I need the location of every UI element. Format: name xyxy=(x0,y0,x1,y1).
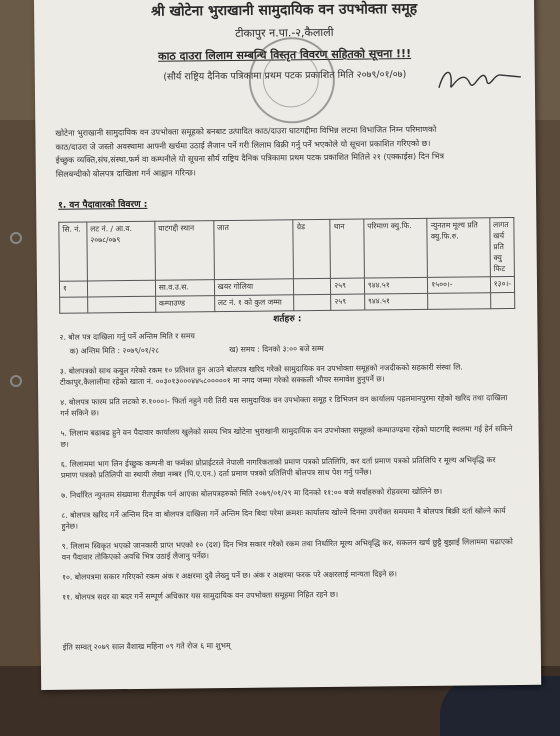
table-cell xyxy=(87,281,155,298)
condition-item: २. बोल पत्र दाखिला गर्नु पर्ने अन्तिम मिति र समय xyxy=(59,331,195,342)
condition-item: ८. बोलपत्र खरिद गर्ने अन्तिम दिन वा बोलपत्र दाखिला गर्ने अन्तिम दिन बिदा परेमा क्रमशः कार्यालय खोल्ने दिनमा उपरोक्त समयमा नै बोलपत्र बिक्री दर्ता खोल्ने कार्य हुनेछ। xyxy=(61,506,506,531)
deadline-row xyxy=(70,341,512,357)
condition-item: ११. बोलपत्र सदर वा बदर गर्ने सम्पूर्ण अधिकार यस सामुदायिक वन उपभोक्ता समूहमा निहित रहने छ। xyxy=(62,589,339,602)
section-title: १. वन पैदावारको विवरण : xyxy=(58,199,148,211)
condition-item: ६. लिलाममा भाग लिन ईच्छुक कम्पनी वा फर्मका प्रोप्राईटरले नेपाली नागरिकताको प्रमाण पत्रको प्रतिलिपि, कर दर्ता प्रमाण पत्रको प्रतिलिपि र मूल्य अभिवृद्धि कर प्रमाण पत्रको प्रतिलिपी वा स्थायी लेखा नम्बर (पि.ए.एन.) दर्ता प्रमाण पत्रको प्रतिलिपी बोलपत्र साथ पेश गर्नु पर्नेछ। xyxy=(60,455,496,480)
table-cell: १३०।- xyxy=(490,277,514,293)
forest-products-table xyxy=(58,217,515,314)
col-location: घाटगद्दी स्थान xyxy=(155,221,214,281)
document-title: श्री खोटेना भुराखानी सामुदायिक वन उपभोक्ता समूह xyxy=(151,0,418,20)
condition-item: १०. बोलपत्रमा सकार गरिएको रकम अंक र अक्षरमा दुवै लेख्नु पर्ने छ। अंक र अक्षरमा फरक परे अक्षरलाई मान्यता दिइने छ। xyxy=(61,569,398,582)
intro-line: सिलबन्दीको बोलपत्र दाखिला गर्न आह्वान गरिन्छ। xyxy=(55,168,196,179)
office-seal xyxy=(248,37,335,124)
table-cell: १५००।- xyxy=(428,277,491,294)
intro-text xyxy=(55,123,508,182)
table-cell: कम्पाउण्ड xyxy=(155,296,214,312)
table-cell: २५९ xyxy=(331,278,365,294)
col-sn: सि. नं. xyxy=(59,222,87,282)
col-pieces: थान xyxy=(330,219,364,279)
condition-item: ४. बोलपत्र फारम प्रति लटको रु.१०००।- फिर्ता नहुने गरी तिरी यस सामुदायिक वन उपभोक्ता समूह र डिभिजन वन कार्यालय पहलमानपुरमा रहेको खरिद तथा दाखिला गर्न सकिने छ। xyxy=(60,393,508,418)
table-cell xyxy=(60,297,88,313)
intro-line: काठ/दाउरा जे जस्तो अवस्थामा आफ्नी खर्चमा उठाई लैजान पर्ने गरी लिलाम बिक्री गर्नु पर्ने भएकोले यो सूचना प्रकाशित गरिएको छ। xyxy=(55,138,431,152)
document-location: टीकापुर न.पा.-२,कैलाली xyxy=(235,25,334,40)
table-cell: ९४४.५१ xyxy=(364,278,428,295)
condition-item: ५. लिलाम बढाबढ हुने वन पैदावार कार्यालय खुलेको समय भित्र खोटेना भुराखानी सामुदायिक वन उपभोक्ता समूहको कम्पाउण्डमा रहेको घाटगद्दि स्थलमा गई हेर्न सकिने छ। xyxy=(60,424,513,449)
table-cell xyxy=(428,293,491,310)
binder-hole xyxy=(10,232,22,244)
col-grade: ग्रेड xyxy=(293,219,330,279)
col-lot: लट नं. / आ.व. २०७८/०७९ xyxy=(87,221,156,281)
table-cell: सा.व.उ.स. xyxy=(155,280,214,296)
col-quantity: परिमाण क्यु.फि. xyxy=(364,218,428,278)
table-cell: ९४४.५१ xyxy=(364,294,428,311)
table-cell xyxy=(490,293,514,309)
table-cell: १ xyxy=(59,281,87,297)
publication-note: (सौर्य राष्ट्रिय दैनिक पत्रिकामा प्रथम पटक प्रकाशित मिति २०७९/०१/०७) xyxy=(163,69,407,83)
table-row xyxy=(60,293,515,314)
intro-line: ईच्छुक व्यक्ति,संघ,संस्था,फर्म वा कम्पनीले यो सूचना सौर्य राष्ट्रिय दैनिक पत्रिकामा प्रथम पटक प्रकाशित मितिले २१ (एक्काईस) दिन भित्र xyxy=(55,151,445,165)
condition-item: ३. बोलपत्रको साथ कबुल गरेको रकम १० प्रतिशत हुन आउने बोलपत्र खरिद गरेको सामुदायिक वन उपभोक्ता समूहको नजदीकको सहकारी संस्था लि. टीकापुर,कैलालीमा रहेको खाता नं. ००३०१३०००४४५८०००००१ मा नगद जम्मा गरेको सक्कली भौचर समावेश हुनुपर्ने छ। xyxy=(59,362,463,387)
table-cell: लट नं. १ को कुल जम्मा xyxy=(214,295,294,312)
table-cell xyxy=(294,295,331,311)
col-min-price: न्युनतम मूल्य प्रति क्यु.फि.रु. xyxy=(427,218,490,278)
condition-item: ९. लिलाम स्विकृत भएको जानकारी प्राप्त भएको १० (दश) दिन भित्र सकार गरेको रकम तथा निर्धारित मूल्य अभिवृद्धि कर, सकलन खर्च छुट्टै बुझाई लिलाममा चढाएको वन पैदावार तोकिएको अवधि भित्र उठाई लैजानु पर्नेछ। xyxy=(61,537,513,562)
deadline-time: ख) समय : दिनको ३:०० बजे सम्म xyxy=(229,343,324,354)
signature xyxy=(435,63,525,98)
conditions-title: शर्तहरु : xyxy=(273,314,302,325)
table-cell xyxy=(87,296,155,313)
table-header-row xyxy=(59,217,515,281)
binder-hole xyxy=(10,375,22,387)
notice-document xyxy=(34,0,541,690)
document-footer: ईति सम्वत् २०७९ साल वैशाख महिना ०९ गते रोज ६ मा शुभम् xyxy=(62,640,231,652)
conditions-list xyxy=(59,327,514,612)
condition-item: ७. निर्धारित न्युनतम संख्यामा रीतपूर्वक पर्न आएका बोलपत्रहरुको मिति २०७९/०१/२९ मा दिनको ११:०० बजे सर्वाहरुको रोहवरमा खोलिने छ। xyxy=(61,486,443,500)
table-cell: २५९ xyxy=(331,294,365,310)
col-cost: लागत खर्च प्रति क्यु फिट xyxy=(490,217,515,277)
table-cell xyxy=(294,279,331,295)
intro-line: खोटेना भुराखानी सामुदायिक वन उपभोक्ता समूहको बनबाट उत्पादित काठ/दाउरा घाटगद्दीमा विभिन्न लटमा विभाजित निम्न परिमाणको xyxy=(55,124,437,138)
deadline-date: क) अन्तिम मिति : २०७९/०१/२८ xyxy=(69,345,160,356)
col-species: जात xyxy=(213,220,293,280)
notice-headline: काठ दाउरा लिलाम सम्बन्धि विस्तृत विवरण सहितको सूचना !!! xyxy=(158,47,412,63)
table-cell: खयर गोलिया xyxy=(214,279,294,296)
